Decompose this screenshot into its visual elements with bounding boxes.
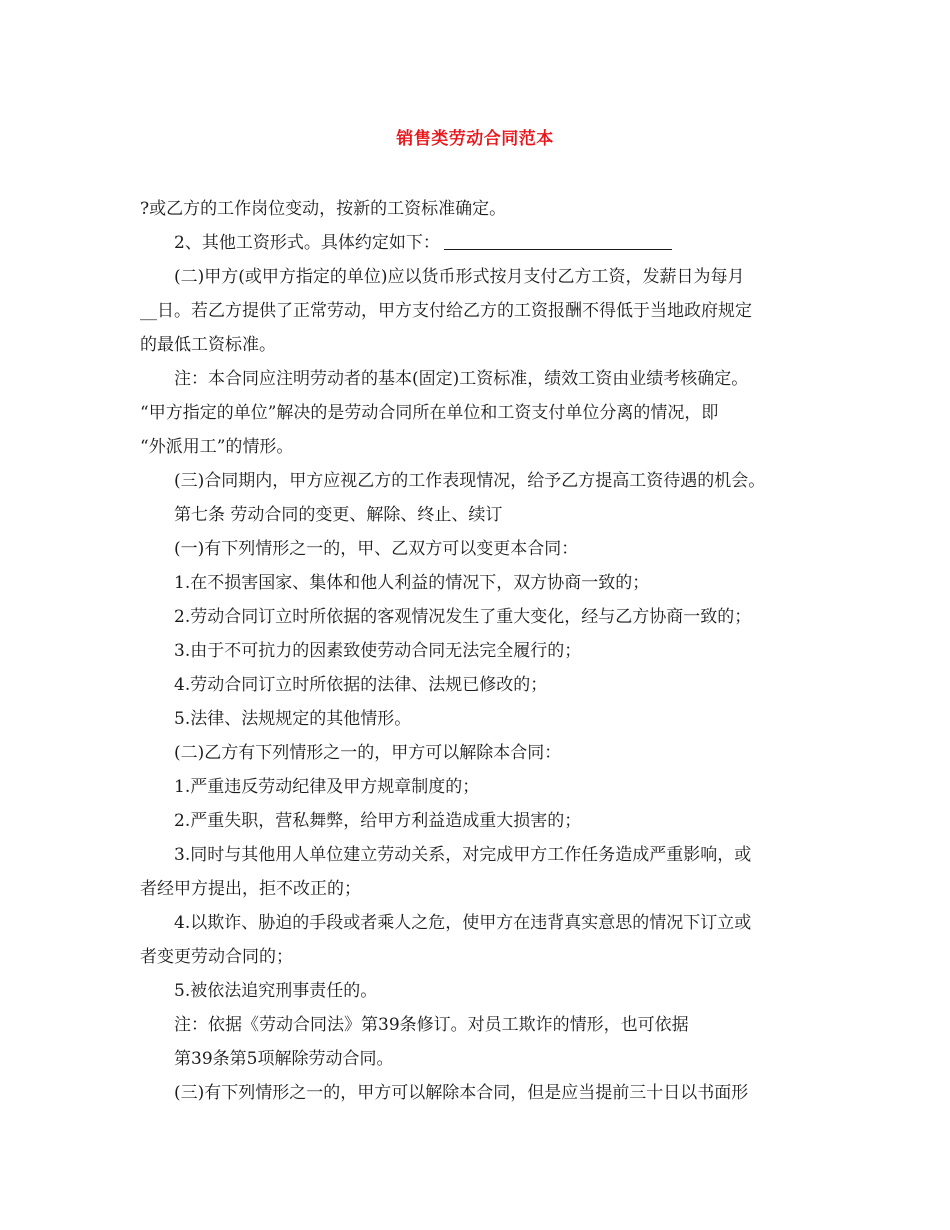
- list-item: 4.劳动合同订立时所依据的法律、法规已修改的；: [174, 675, 548, 695]
- paragraph-line: “甲方指定的单位”解决的是劳动合同所在单位和工资支付单位分离的情况，即: [140, 403, 719, 423]
- paragraph-line: “外派用工”的情形。: [140, 437, 294, 457]
- list-item: 2.劳动合同订立时所依据的客观情况发生了重大变化，经与乙方协商一致的；: [174, 607, 752, 627]
- paragraph-line: (二)甲方(或甲方指定的单位)应以货币形式按月支付乙方工资，发薪日为每月: [174, 267, 745, 287]
- paragraph-line: 注：本合同应注明劳动者的基本(固定)工资标准，绩效工资由业绩考核确定。: [174, 369, 749, 389]
- list-item: 1.在不损害国家、集体和他人利益的情况下，双方协商一致的；: [174, 573, 650, 593]
- paragraph-line: (一)有下列情形之一的，甲、乙双方可以变更本合同：: [174, 539, 579, 559]
- list-item-continuation: 者经甲方提出，拒不改正的；: [140, 879, 361, 899]
- list-item-continuation: 者变更劳动合同的；: [140, 947, 293, 967]
- section-heading: 第七条 劳动合同的变更、解除、终止、续订: [174, 505, 503, 525]
- paragraph-line: __日。若乙方提供了正常劳动，甲方支付给乙方的工资报酬不得低于当地政府规定: [140, 301, 752, 321]
- document-body: [140, 192, 820, 1110]
- document-title: 销售类劳动合同范本: [396, 129, 554, 149]
- list-item: 4.以欺诈、胁迫的手段或者乘人之危，使甲方在违背真实意思的情况下订立或: [174, 913, 752, 933]
- paragraph-line: (三)有下列情形之一的，甲方可以解除本合同，但是应当提前三十日以书面形: [174, 1083, 749, 1103]
- list-item: 3.由于不可抗力的因素致使劳动合同无法完全履行的；: [174, 641, 582, 661]
- paragraph-line: ?或乙方的工作岗位变动，按新的工资标准确定。: [140, 199, 507, 219]
- paragraph-line-text: 2、其他工资形式。具体约定如下：: [174, 233, 440, 253]
- fill-in-blank: [444, 229, 672, 250]
- paragraph-line: (二)乙方有下列情形之一的，甲方可以解除本合同：: [174, 743, 562, 763]
- list-item: 3.同时与其他用人单位建立劳动关系，对完成甲方工作任务造成严重影响，或: [174, 845, 752, 865]
- list-item: 5.法律、法规规定的其他情形。: [174, 709, 412, 729]
- paragraph-line: 的最低工资标准。: [140, 335, 276, 355]
- list-item: 2.严重失职，营私舞弊，给甲方利益造成重大损害的；: [174, 811, 582, 831]
- paragraph-line-with-blank: [140, 226, 820, 260]
- list-item: 1.严重违反劳动纪律及甲方规章制度的；: [174, 777, 480, 797]
- note-line: 注：依据《劳动合同法》第39条修订。对员工欺诈的情形，也可依据: [174, 1015, 689, 1035]
- paragraph-line: (三)合同期内，甲方应视乙方的工作表现情况，给予乙方提高工资待遇的机会。: [174, 471, 766, 491]
- list-item: 5.被依法追究刑事责任的。: [174, 981, 378, 1001]
- note-line: 第39条第5项解除劳动合同。: [174, 1049, 394, 1069]
